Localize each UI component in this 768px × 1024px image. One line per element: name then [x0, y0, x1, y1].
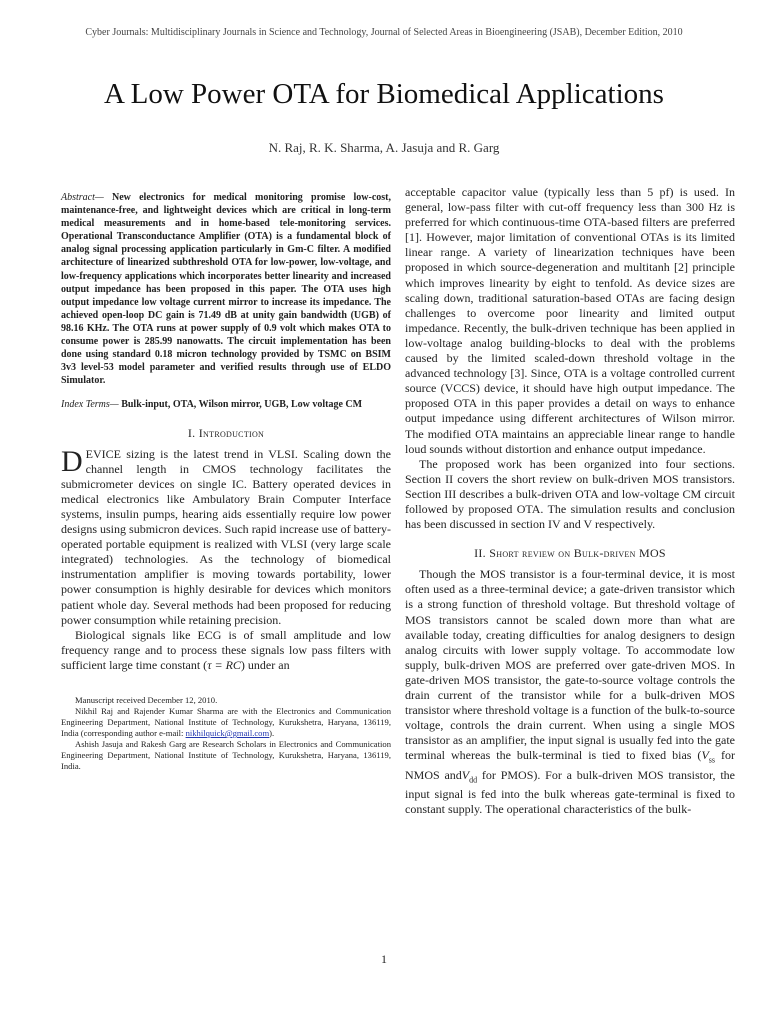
footnote-received: Manuscript received December 12, 2010. [75, 695, 218, 705]
author-email-link[interactable]: nikhilquick@gmail.com [185, 728, 270, 738]
footnote-affiliation-1 [61, 706, 391, 739]
time-constant-formula: τ = RC [207, 657, 241, 672]
right-paragraph-2: The proposed work has been organized into four sections. Section II covers the short review on bulk-driven MOS transistors. Section III describes a bulk-driven OTA and low-voltage CM circuit followed by proposed OTA. The simulation results and conclusion has been discussed in section IV and V respectively. [405, 456, 735, 532]
section-2-paragraph-1 [405, 567, 735, 817]
vss-symbol: V [701, 748, 709, 763]
index-terms-lead: Index Terms— [61, 399, 119, 411]
footnote-affiliation-1-end: ). [269, 728, 275, 738]
vdd-subscript: dd [469, 775, 478, 785]
index-terms-text: Bulk-input, OTA, Wilson mirror, UGB, Low voltage CM [118, 399, 363, 411]
vss-subscript: ss [708, 755, 716, 765]
intro-paragraph-2-text-b: ) under an [240, 657, 290, 672]
abstract-lead: Abstract— [61, 192, 104, 203]
intro-paragraph-2-text-a: Biological signals like ECG is of small amplitude and low frequency range and to process these signals low pass filters with sufficient large time constant ( [61, 627, 391, 672]
right-column [405, 185, 735, 818]
running-header: Cyber Journals: Multidisciplinary Journals in Science and Technology, Journal of Selected Areas in Bioengineering (JSAB), December Edition, 2010 [85, 27, 683, 38]
left-column [61, 185, 391, 772]
section-2-text-a: Though the MOS transistor is a four-terminal device, it is most often used as a three-terminal device; a gate-driven transistor which is a strong function of threshold voltage. But threshold voltage of MOS transistors cannot be scaled down more than what are available today, creating difficulties for analog designers to design analog circuits with lower supply voltage. To accommodate low supply, bulk-driven MOS are preferred over gate-driven MOS. In gate-driven MOS transistor, the gate-to-source voltage controls the drain current of the transistor while for a bulk-driven MOS transistor where threshold voltage is a function of the bulk-to-source voltage, controls the drain current. When using a single MOS transistor as an amplifier, the input signal is usually fed into the gate terminal whereas the bulk-terminal is tied to fixed bias ( [405, 567, 735, 763]
intro-paragraph-1-text: EVICE sizing is the latest trend in VLSI. Scaling down the channel length in CMOS technology facilitates the submicrometer devices on single IC. Battery operated devices in medical electronics like Ambulatory Brain Computer Interface systems, insulin pumps, hearing aids essentially require low power designs using submicron devices. Such rapid increase use of battery-operated portable equipment is realized with VLSI (very large scale integrated) technologies. As the technology of biomedical instrumentation amplifier is moving towards portability, lower power consumption is highly desirable for devices which monitors patient whole day. Several methods had been proposed for reducing power consumption while retaining precision. [61, 446, 391, 627]
section-2-text-c: for PMOS). For a bulk-driven MOS transistor, the input signal is fed into the bulk whereas gate-terminal is fixed to constant supply. The operational characteristics of the bulk- [405, 767, 735, 817]
intro-paragraph-1 [61, 444, 391, 628]
vdd-symbol: V [461, 767, 470, 782]
section-heading-bulk-driven: II. Short review on Bulk-driven MOS [474, 546, 666, 561]
paper-title: A Low Power OTA for Biomedical Applications [104, 78, 664, 110]
section-heading-introduction: I. Introduction [187, 425, 265, 440]
abstract-text: New electronics for medical monitoring promise low-cost, maintenance-free, and lightweight devices which are critical in long-term medical measurements and in home-based tele-monitoring services. Operational Transconductance Amplifier (OTA) is a fundamental block of analog signal processing application particularly in Gm-C filter. A modified architecture of linearized subthreshold OTA for low-power, low-voltage, and low-frequency applications which incorporates better linearity and increased output impedance has been proposed in this paper. The OTA uses high output impedance low voltage current mirror to increase its impedance. The achieved open-loop DC gain is 71.49 dB at unity gain bandwidth (UGB) of 98.16 KHz. The OTA runs at power supply of 0.9 volt which makes OTA to consume power is 285.99 nanowatts. The circuit implementation has been done using standard 0.18 micron technology provided by TSMC on BSIM 3v3 level-53 model parameter and verified results through use of ELDO Simulator. [61, 192, 391, 387]
page-number: 1 [381, 952, 387, 966]
index-terms [61, 398, 391, 411]
footnote-affiliation-1-text: Nikhil Raj and Rajender Kumar Sharma are with the Electronics and Communication Engineering Department, National Institute of Technology, Kurukshetra, Haryana, 136119, India (corresponding author e-mail: [61, 706, 391, 738]
abstract [61, 191, 391, 387]
author-list: N. Raj, R. K. Sharma, A. Jasuja and R. Garg [268, 140, 500, 155]
footnotes [61, 695, 391, 772]
drop-cap: D [61, 444, 83, 478]
footnote-affiliation-2: Ashish Jasuja and Rakesh Garg are Research Scholars in Electronics and Communication Engineering Department, National Institute of Technology, Kurukshetra, Haryana, 136119, India. [61, 739, 391, 771]
section-2-text-b: for NMOS and [405, 748, 735, 782]
right-paragraph-1: acceptable capacitor value (typically less than 5 pf) is used. In general, low-pass filter with cut-off frequency less than 300 Hz is preferred for which continuous-time OTA-based filters are preferred [1]. However, major limitation of conventional OTAs is its limited linear range. A variety of linearization techniques have been proposed in which source-degeneration and multitanh [2] principle which improves linearity by eight to tenfold. As device sizes are scaling down, traditional saturation-based OTAs are facing design challenges to overcome poor linearity and limited output impedance. Recently, the bulk-driven technique has been applied in low-voltage analog building-blocks to deal with the problems caused by the limited scaled-down threshold voltage in the advanced technology [3]. Since, OTA is a voltage controlled current source (VCCS) device, it should have high output impedance. The proposed OTA in this paper provides a detail on ways to enhance output impedance using different architectures of Wilson mirror. The modified OTA maintains an appreciable linear range to handle loud sounds without distortion and enhance output impedance. [405, 185, 735, 456]
intro-paragraph-2 [61, 628, 391, 673]
